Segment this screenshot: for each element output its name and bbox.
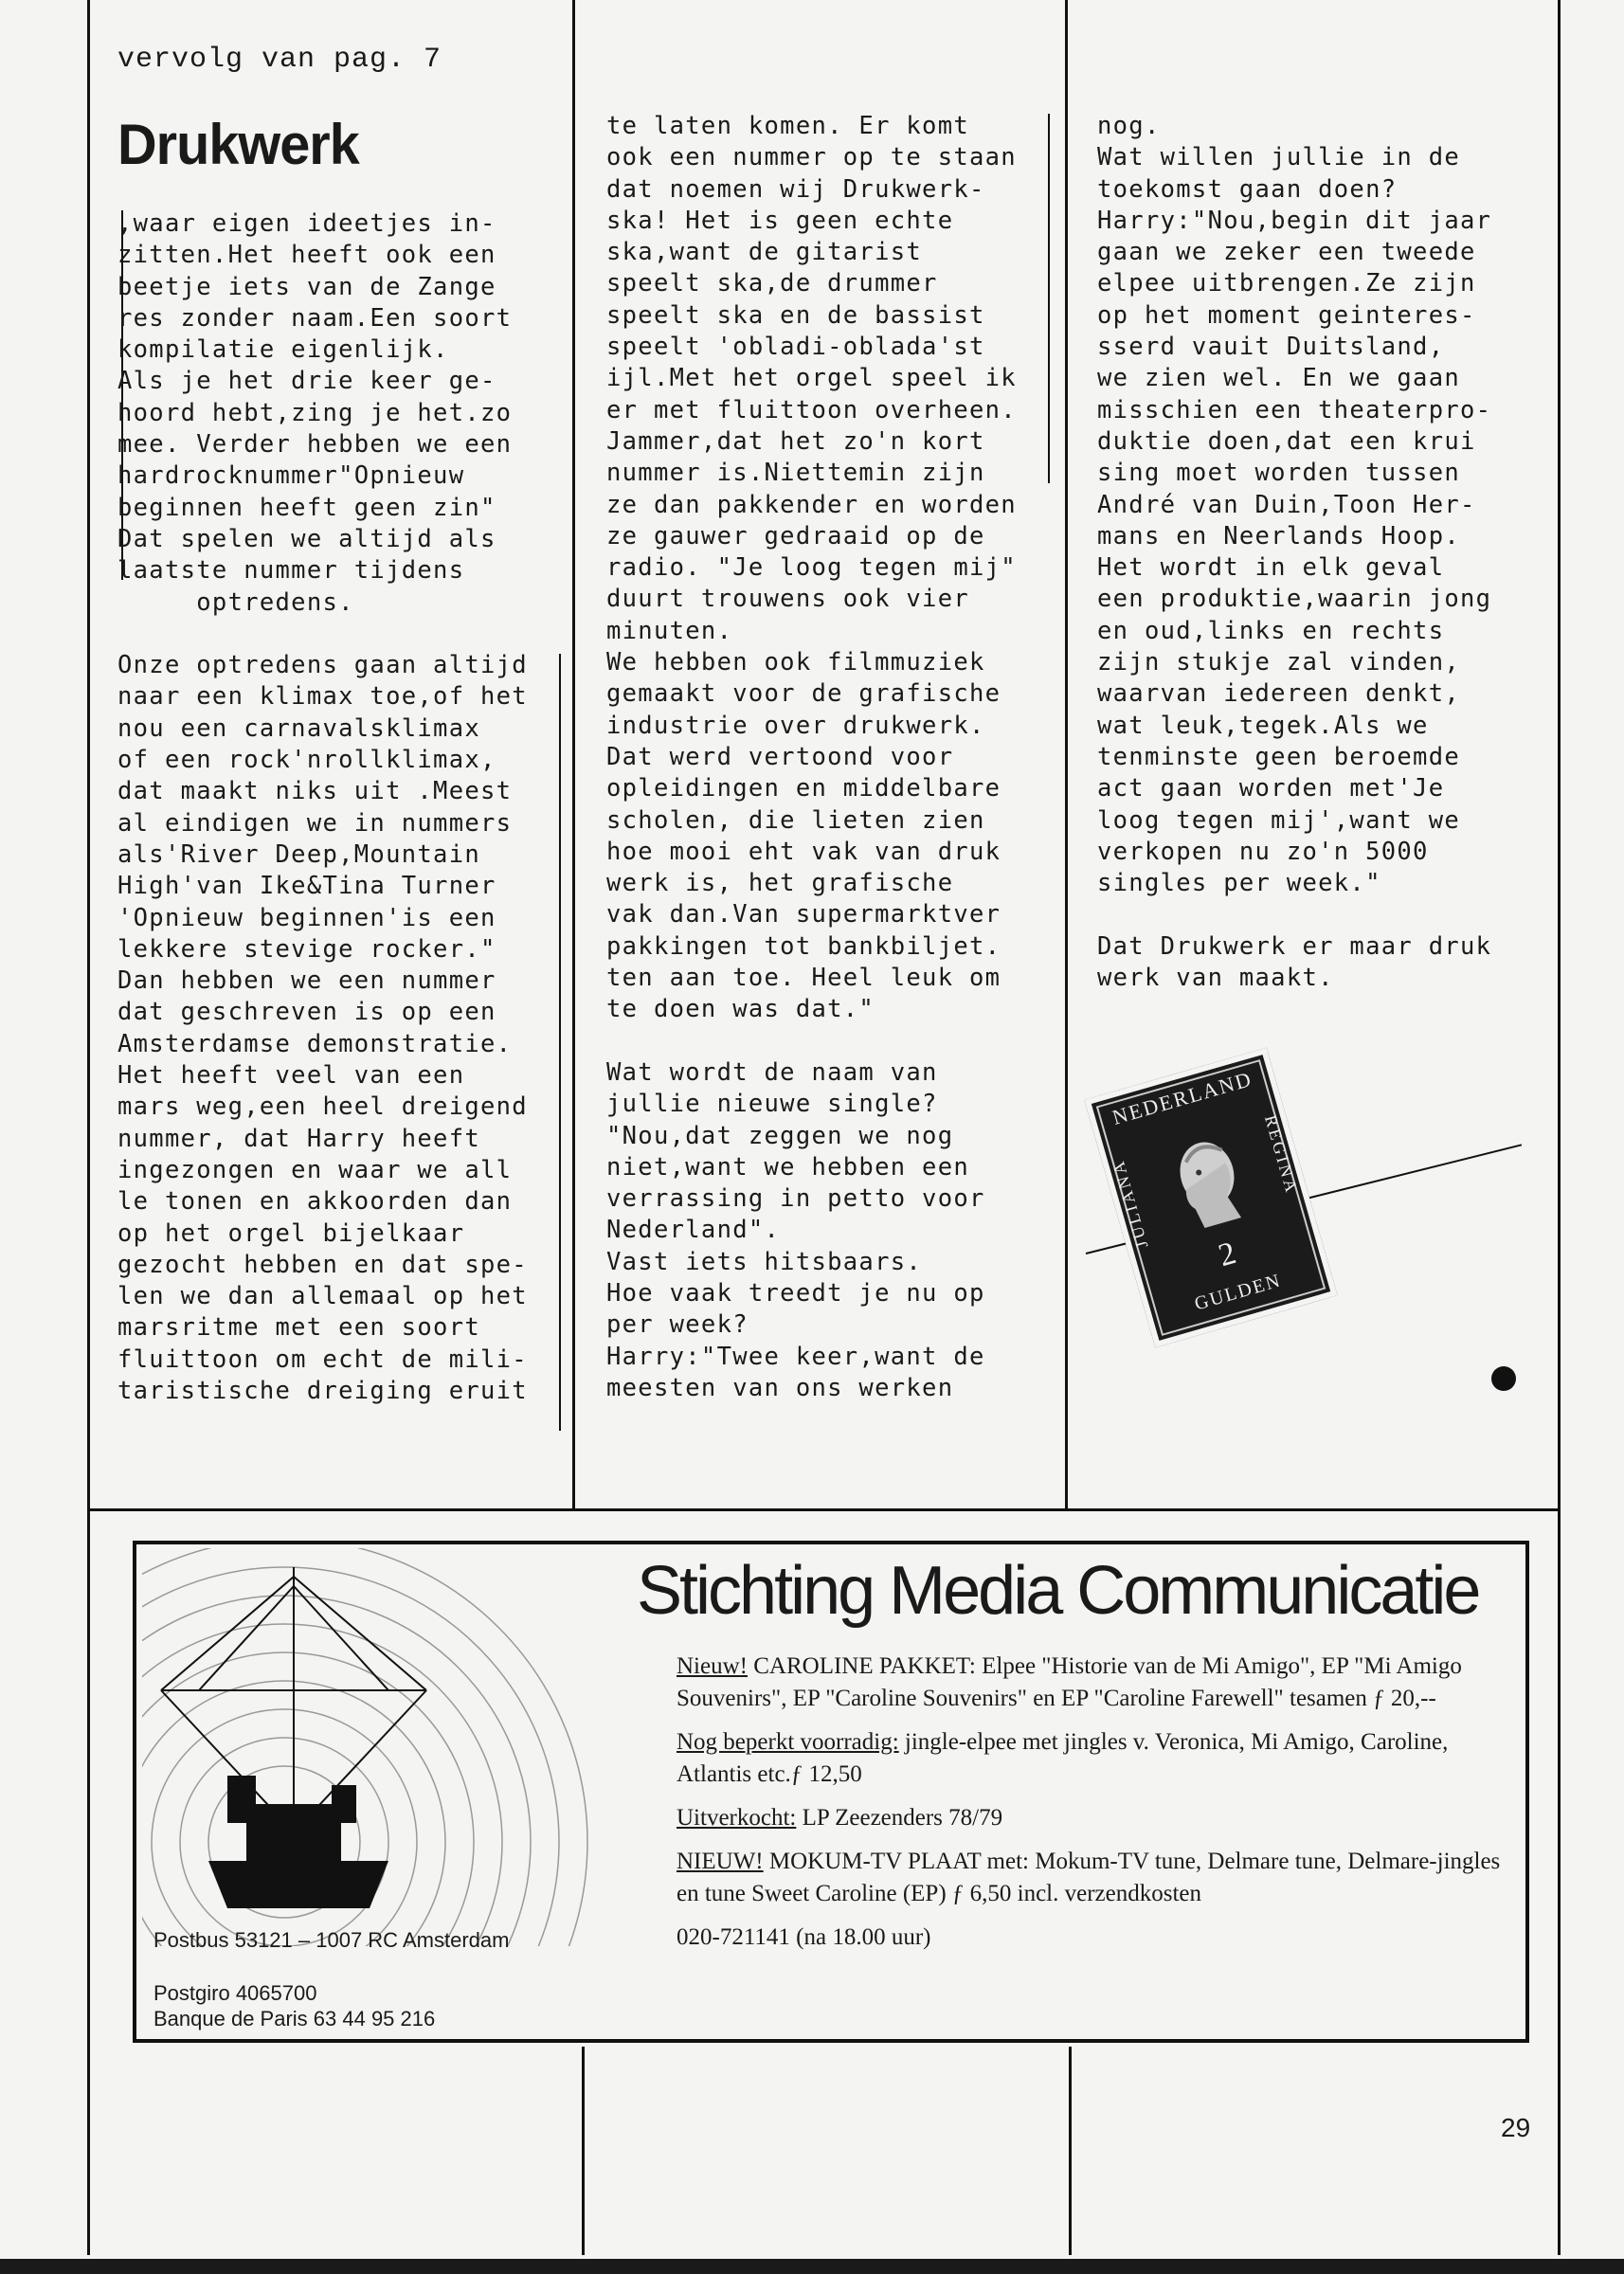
text-line: André van Duin,Toon Her- <box>1097 490 1476 519</box>
text-line: al eindigen we in nummers <box>117 808 513 838</box>
text-line: jullie nieuwe single? <box>606 1090 938 1119</box>
text-line: ten aan toe. Heel leuk om <box>606 964 1001 993</box>
offer-label: Nog beperkt voorradig: <box>677 1729 899 1755</box>
phone-number: 020-721141 (na 18.00 uur) <box>677 1924 931 1950</box>
text-line: een produktie,waarin jong <box>1097 585 1492 614</box>
bottom-edge <box>0 2259 1624 2274</box>
text-line: "Nou,dat zeggen we nog <box>606 1121 954 1150</box>
column-rule-outer-right <box>1558 0 1561 2255</box>
text-line: Onze optredens gaan altijd <box>117 651 528 680</box>
text-line: Het heeft veel van een <box>117 1061 465 1091</box>
offer-text: CAROLINE PAKKET: Elpee "Historie van de Mi Amigo", EP "Mi Amigo Souvenirs", EP "Caroline Souvenirs" en EP "Caroline Farewell" tesamen ƒ 20,-- <box>677 1653 1462 1711</box>
text-line: duurt trouwens ook vier <box>606 585 970 614</box>
text-line: nog. <box>1097 112 1161 140</box>
text-line: dat noemen wij Drukwerk- <box>606 174 985 204</box>
text-line: pakkingen tot bankbiljet. <box>606 931 1001 961</box>
text-line: Amsterdamse demonstratie. <box>117 1029 513 1058</box>
column-rule-2 <box>1065 0 1068 1508</box>
postal-address: Postbus 53121 – 1007 RC Amsterdam <box>153 1928 510 1952</box>
text-line: opleidingen en middelbare <box>606 774 1001 803</box>
text-line: dat geschreven is op een <box>117 998 496 1027</box>
text-line: 'Opnieuw beginnen'is een <box>117 903 496 932</box>
column-rule-lower-1 <box>582 2047 585 2255</box>
text-line <box>1097 899 1491 930</box>
offer-item <box>677 1651 1510 1715</box>
text-line: meesten van ons werken <box>606 1373 954 1402</box>
radio-ship-icon <box>142 1548 616 1946</box>
text-line: loog tegen mij',want we <box>1097 805 1461 835</box>
text-line: Hoe vaak treedt je nu op <box>606 1278 985 1308</box>
continued-note: vervolg van pag. 7 <box>117 44 442 76</box>
text-line: Dat Drukwerk er maar druk <box>1097 931 1492 961</box>
offer-label: Uitverkocht: <box>677 1805 797 1831</box>
text-line: beginnen heeft geen zin" <box>117 493 496 522</box>
text-line: gezocht hebben en dat spe- <box>117 1250 528 1279</box>
offer-item <box>677 1802 1510 1834</box>
text-line: Dat spelen we altijd als <box>117 524 496 553</box>
text-line: radio. "Je loog tegen mij" <box>606 553 1017 583</box>
text-line: ze dan pakkender en worden <box>606 490 1017 519</box>
text-line: fluittoon om echt de mili- <box>117 1345 528 1374</box>
offer-list <box>677 1651 1510 1965</box>
text-line: mars weg,een heel dreigend <box>117 1092 528 1122</box>
text-line: zijn stukje zal vinden, <box>1097 648 1461 677</box>
text-line: hoe mooi eht vak van druk <box>606 837 1001 866</box>
text-line: le tonen en akkoorden dan <box>117 1187 513 1217</box>
text-line: ska! Het is geen echte <box>606 206 954 235</box>
offer-text: MOKUM-TV PLAAT met: Mokum-TV tune, Delmare tune, Delmare-jingles en tune Sweet Caroline (EP) ƒ 6,50 incl. verzendkosten <box>677 1849 1501 1906</box>
column-rule-outer-left <box>87 0 90 2255</box>
text-line: Als je het drie keer ge- <box>117 367 496 396</box>
text-line: per week? <box>606 1310 749 1340</box>
offer-item <box>677 1726 1510 1791</box>
text-line: Harry:"Twee keer,want de <box>606 1342 985 1371</box>
text-line: waarvan iedereen denkt, <box>1097 679 1461 709</box>
text-line: We hebben ook filmmuziek <box>606 648 985 677</box>
col1-side-line-right <box>559 654 561 1431</box>
text-line: werk van maakt. <box>1097 964 1334 993</box>
text-line: Nederland". <box>606 1216 781 1245</box>
text-line: lekkere stevige rocker." <box>117 934 496 964</box>
text-line: beetje iets van de Zange <box>117 272 496 301</box>
text-line: mans en Neerlands Hoop. <box>1097 521 1461 550</box>
text-line: verkopen nu zo'n 5000 <box>1097 837 1429 866</box>
offer-item <box>677 1846 1510 1910</box>
offer-label: Nieuw! <box>677 1653 748 1679</box>
giro-number: Postgiro 4065700 <box>153 1981 317 2005</box>
text-line: sing moet worden tussen <box>1097 459 1461 488</box>
text-line <box>606 1026 1017 1057</box>
text-line: nummer, dat Harry heeft <box>117 1124 481 1153</box>
text-line: naar een klimax toe,of het <box>117 682 528 712</box>
offer-text: LP Zeezenders 78/79 <box>796 1805 1003 1831</box>
text-line: Jammer,dat het zo'n kort <box>606 426 985 456</box>
bank-account: Banque de Paris 63 44 95 216 <box>153 2007 436 2030</box>
text-line: niet,want we hebben een <box>606 1152 970 1182</box>
text-line: nummer is.Niettemin zijn <box>606 459 985 488</box>
text-line: ska,want de gitarist <box>606 238 923 267</box>
article-column-3 <box>1097 111 1491 994</box>
text-line: te doen was dat." <box>606 995 875 1024</box>
page-number: 29 <box>1501 2113 1531 2142</box>
end-bullet <box>1491 1366 1516 1391</box>
text-line: verrassing in petto voor <box>606 1184 985 1214</box>
text-line: Vast iets hitsbaars. <box>606 1247 923 1276</box>
text-line: gaan we zeker een tweede <box>1097 238 1476 267</box>
article-column-1 <box>117 208 528 1407</box>
text-line: toekomst gaan doen? <box>1097 174 1398 204</box>
text-line: misschien een theaterpro- <box>1097 395 1492 424</box>
organization-name: Stichting Media Communicatie <box>637 1553 1479 1629</box>
text-line: ze gauwer gedraaid op de <box>606 521 985 550</box>
text-line: res zonder naam.Een soort <box>117 303 513 333</box>
text-line: act gaan worden met'Je <box>1097 774 1445 803</box>
text-line: zitten.Het heeft ook een <box>117 241 496 270</box>
text-line: Wat willen jullie in de <box>1097 143 1461 172</box>
text-line <box>117 619 528 650</box>
text-line: duktie doen,dat een krui <box>1097 426 1476 456</box>
stamp-country: NEDERLAND <box>1110 1066 1255 1129</box>
text-line: elpee uitbrengen.Ze zijn <box>1097 269 1476 298</box>
text-line: nou een carnavalsklimax <box>117 713 481 743</box>
text-line: sserd vauit Duitsland, <box>1097 333 1445 362</box>
text-line: ijl.Met het orgel speel ik <box>606 364 1017 393</box>
text-line: speelt 'obladi-oblada'st <box>606 333 985 362</box>
text-line: Wat wordt de naam van <box>606 1057 938 1087</box>
text-line: laatste nummer tijdens <box>117 556 465 586</box>
text-line: speelt ska en de bassist <box>606 300 985 330</box>
text-line: scholen, die lieten zien <box>606 805 985 835</box>
stamp-value: 2 <box>1214 1235 1240 1274</box>
text-line: High'van Ike&Tina Turner <box>117 872 496 901</box>
text-line: op het moment geinteres- <box>1097 300 1476 330</box>
text-line: singles per week." <box>1097 869 1381 898</box>
text-line: werk is, het grafische <box>606 869 954 898</box>
text-line: of een rock'nrollklimax, <box>117 746 496 775</box>
text-line: len we dan allemaal op het <box>117 1282 528 1311</box>
text-line: speelt ska,de drummer <box>606 269 938 298</box>
text-line: gemaakt voor de grafische <box>606 679 1001 709</box>
column-rule-1 <box>572 0 575 1508</box>
text-line: hoord hebt,zing je het.zo <box>117 398 513 427</box>
text-line: als'River Deep,Mountain <box>117 839 481 869</box>
article-title: Drukwerk <box>117 113 359 176</box>
text-line: minuten. <box>606 616 733 645</box>
text-line: kompilatie eigenlijk. <box>117 335 449 365</box>
col2-side-line-right <box>1048 114 1050 483</box>
text-line: mee. Verder hebben we een <box>117 430 513 460</box>
text-line: en oud,links en rechts <box>1097 616 1445 645</box>
postage-stamp <box>1084 1048 1337 1348</box>
text-line: Dat werd vertoond voor <box>606 742 954 771</box>
column-rule-lower-2 <box>1069 2047 1072 2255</box>
text-line: te laten komen. Er komt <box>606 112 970 140</box>
article-column-2 <box>606 111 1017 1404</box>
text-line: op het orgel bijelkaar <box>117 1218 465 1248</box>
text-line: vak dan.Van supermarktver <box>606 900 1001 929</box>
stamp-left-text: JULIANA <box>1108 1156 1152 1251</box>
text-line: taristische dreiging eruit <box>117 1376 528 1405</box>
offer-label: NIEUW! <box>677 1849 764 1874</box>
stamp-unit: GULDEN <box>1192 1270 1284 1315</box>
text-line: wat leuk,tegek.Als we <box>1097 711 1429 740</box>
text-line: ,waar eigen ideetjes in- <box>117 209 496 238</box>
text-line: industrie over drukwerk. <box>606 711 985 740</box>
text-line: optredens. <box>117 587 354 617</box>
text-line: hardrocknummer"Opnieuw <box>117 461 465 491</box>
offer-text: jingle-elpee met jingles v. Veronica, Mi Amigo, Caroline, Atlantis etc.ƒ 12,50 <box>677 1729 1449 1787</box>
text-line: Dan hebben we een nummer <box>117 966 496 996</box>
text-line: ingezongen en waar we all <box>117 1155 513 1184</box>
text-line: tenminste geen beroemde <box>1097 742 1461 771</box>
text-line: ook een nummer op te staan <box>606 143 1017 172</box>
stamp-right-text: REGINA <box>1260 1112 1302 1197</box>
text-line: dat maakt niks uit .Meest <box>117 777 513 806</box>
advertisement-box <box>133 1541 1529 2043</box>
text-line: marsritme met een soort <box>117 1313 481 1343</box>
text-line: we zien wel. En we gaan <box>1097 364 1461 393</box>
text-line: Het wordt in elk geval <box>1097 553 1445 583</box>
text-line: Harry:"Nou,begin dit jaar <box>1097 206 1492 235</box>
text-line: er met fluittoon overheen. <box>606 395 1017 424</box>
section-divider <box>87 1508 1561 1511</box>
